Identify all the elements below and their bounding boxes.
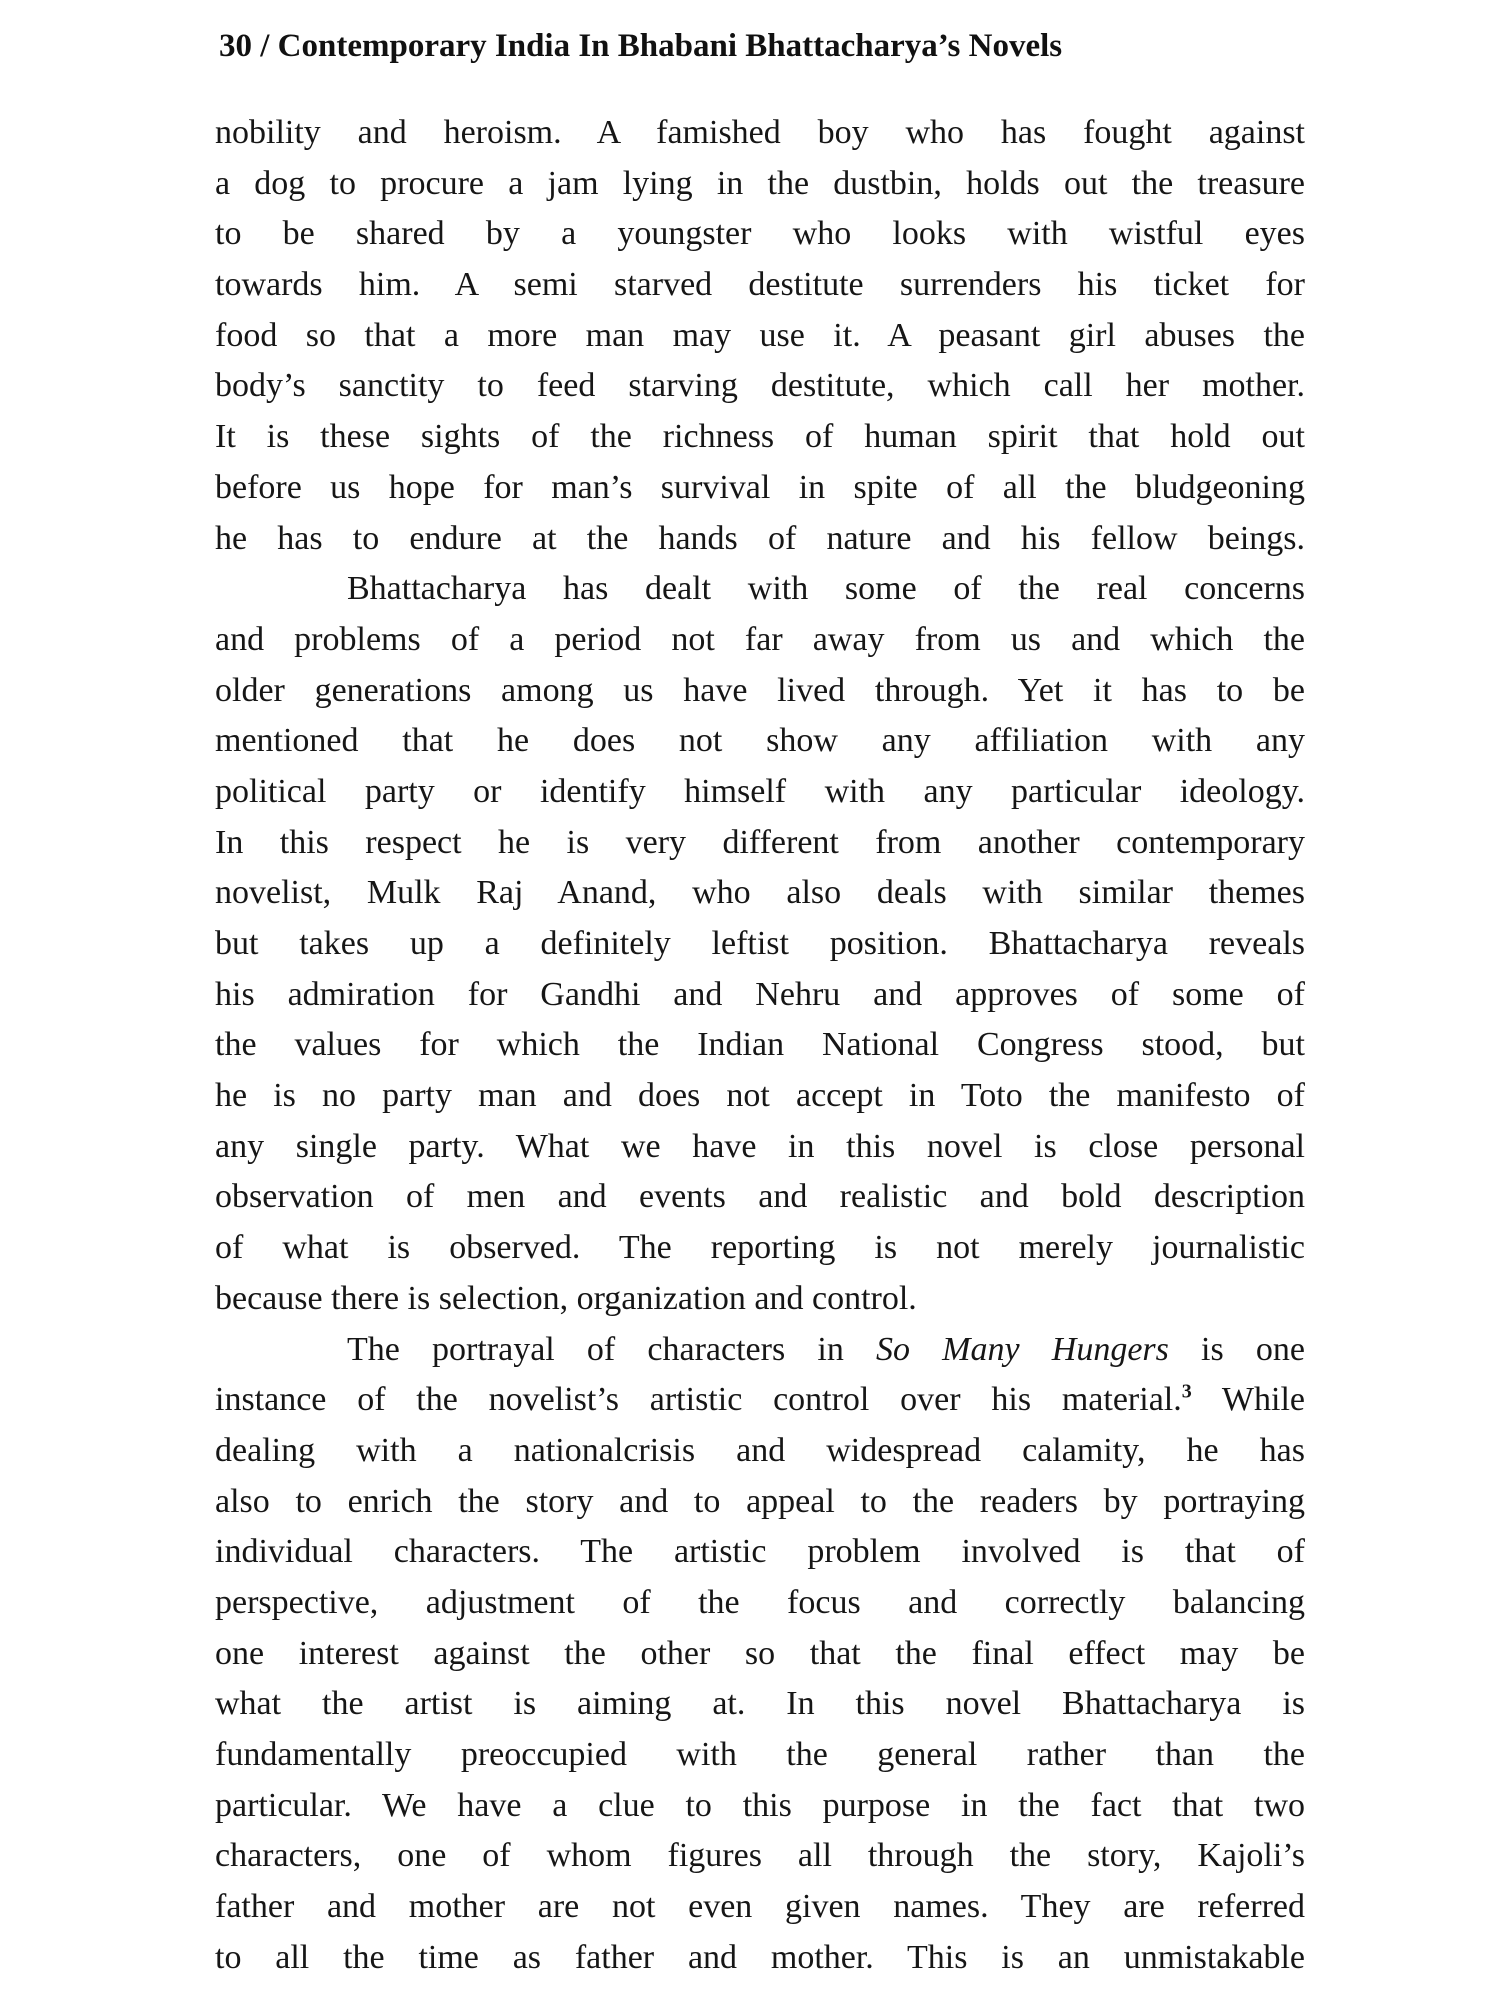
running-head: 30 / Contemporary India In Bhabani Bhattacharya’s Novels — [219, 28, 1063, 64]
text-line: one interest against the other so that the final effect may be — [215, 1634, 1305, 1672]
text-line: his admiration for Gandhi and Nehru and approves of some of — [215, 975, 1305, 1013]
text-line: perspective, adjustment of the focus and correctly balancing — [215, 1583, 1305, 1621]
text-line: but takes up a definitely leftist position. Bhattacharya reveals — [215, 925, 1305, 962]
text-line: of what is observed. The reporting is not merely journalistic — [215, 1229, 1305, 1267]
text-line: food so that a more man may use it. A peasant girl abuses the — [215, 316, 1305, 354]
text-run: While — [1191, 1381, 1305, 1419]
text-line: body’s sanctity to feed starving destitute, which call her mother. — [215, 367, 1305, 405]
text-line: In this respect he is very different from another contemporary — [215, 823, 1305, 861]
text-line: mentioned that he does not show any affiliation with any — [215, 722, 1305, 760]
text-line: particular. We have a clue to this purpose in the fact that two — [215, 1786, 1305, 1824]
text-line: to be shared by a youngster who looks with wistful eyes — [215, 215, 1305, 253]
text-line: before us hope for man’s survival in spite of all the bludgeoning — [215, 468, 1305, 506]
text-line: nobility and heroism. A famished boy who has fought against — [215, 114, 1305, 151]
text-run: The portrayal of characters in — [347, 1330, 876, 1368]
text-run: instance of the novelist’s artistic control over his material. — [215, 1381, 1182, 1419]
text-line: and problems of a period not far away from us and which the — [215, 620, 1305, 658]
text-line: a dog to procure a jam lying in the dustbin, holds out the treasure — [215, 164, 1305, 202]
text-line: dealing with a nationalcrisis and widespread calamity, he has — [215, 1431, 1305, 1469]
text-line: the values for which the Indian National Congress stood, but — [215, 1026, 1305, 1064]
text-line: individual characters. The artistic problem involved is that of — [215, 1533, 1305, 1571]
text-line: novelist, Mulk Raj Anand, who also deals with similar themes — [215, 874, 1305, 912]
body-text — [215, 108, 1305, 1983]
text-line — [215, 1325, 1305, 1376]
text-line: characters, one of whom figures all through the story, Kajoli’s — [215, 1837, 1305, 1875]
text-line: also to enrich the story and to appeal to the readers by portraying — [215, 1482, 1305, 1520]
text-line: observation of men and events and realistic and bold description — [215, 1178, 1305, 1216]
text-line: father and mother are not even given names. They are referred — [215, 1888, 1305, 1926]
text-line: any single party. What we have in this novel is close personal — [215, 1127, 1305, 1165]
text-line: political party or identify himself with any particular ideology. — [215, 772, 1305, 810]
book-title-italic: So Many Hungers — [876, 1330, 1169, 1368]
text-run: is one — [1168, 1330, 1305, 1368]
text-line — [215, 1375, 1305, 1426]
text-line: he is no party man and does not accept in Toto the manifesto of — [215, 1077, 1305, 1115]
text-line: what the artist is aiming at. In this novel Bhattacharya is — [215, 1685, 1305, 1723]
text-line: It is these sights of the richness of human spirit that hold out — [215, 418, 1305, 456]
text-line: older generations among us have lived through. Yet it has to be — [215, 671, 1305, 709]
text-line: towards him. A semi starved destitute surrenders his ticket for — [215, 266, 1305, 304]
text-line: to all the time as father and mother. This is an unmistakable — [215, 1938, 1305, 1976]
paragraph-2 — [215, 564, 1305, 1324]
text-line: because there is selection, organization and control. — [215, 1279, 917, 1317]
paragraph-3 — [215, 1325, 1305, 1984]
text-line: fundamentally preoccupied with the general rather than the — [215, 1736, 1305, 1773]
paragraph-1 — [215, 108, 1305, 564]
footnote-marker: 3 — [1181, 1380, 1192, 1403]
text-line: he has to endure at the hands of nature and his fellow beings. — [215, 519, 1305, 557]
text-line: Bhattacharya has dealt with some of the real concerns — [347, 570, 1305, 608]
